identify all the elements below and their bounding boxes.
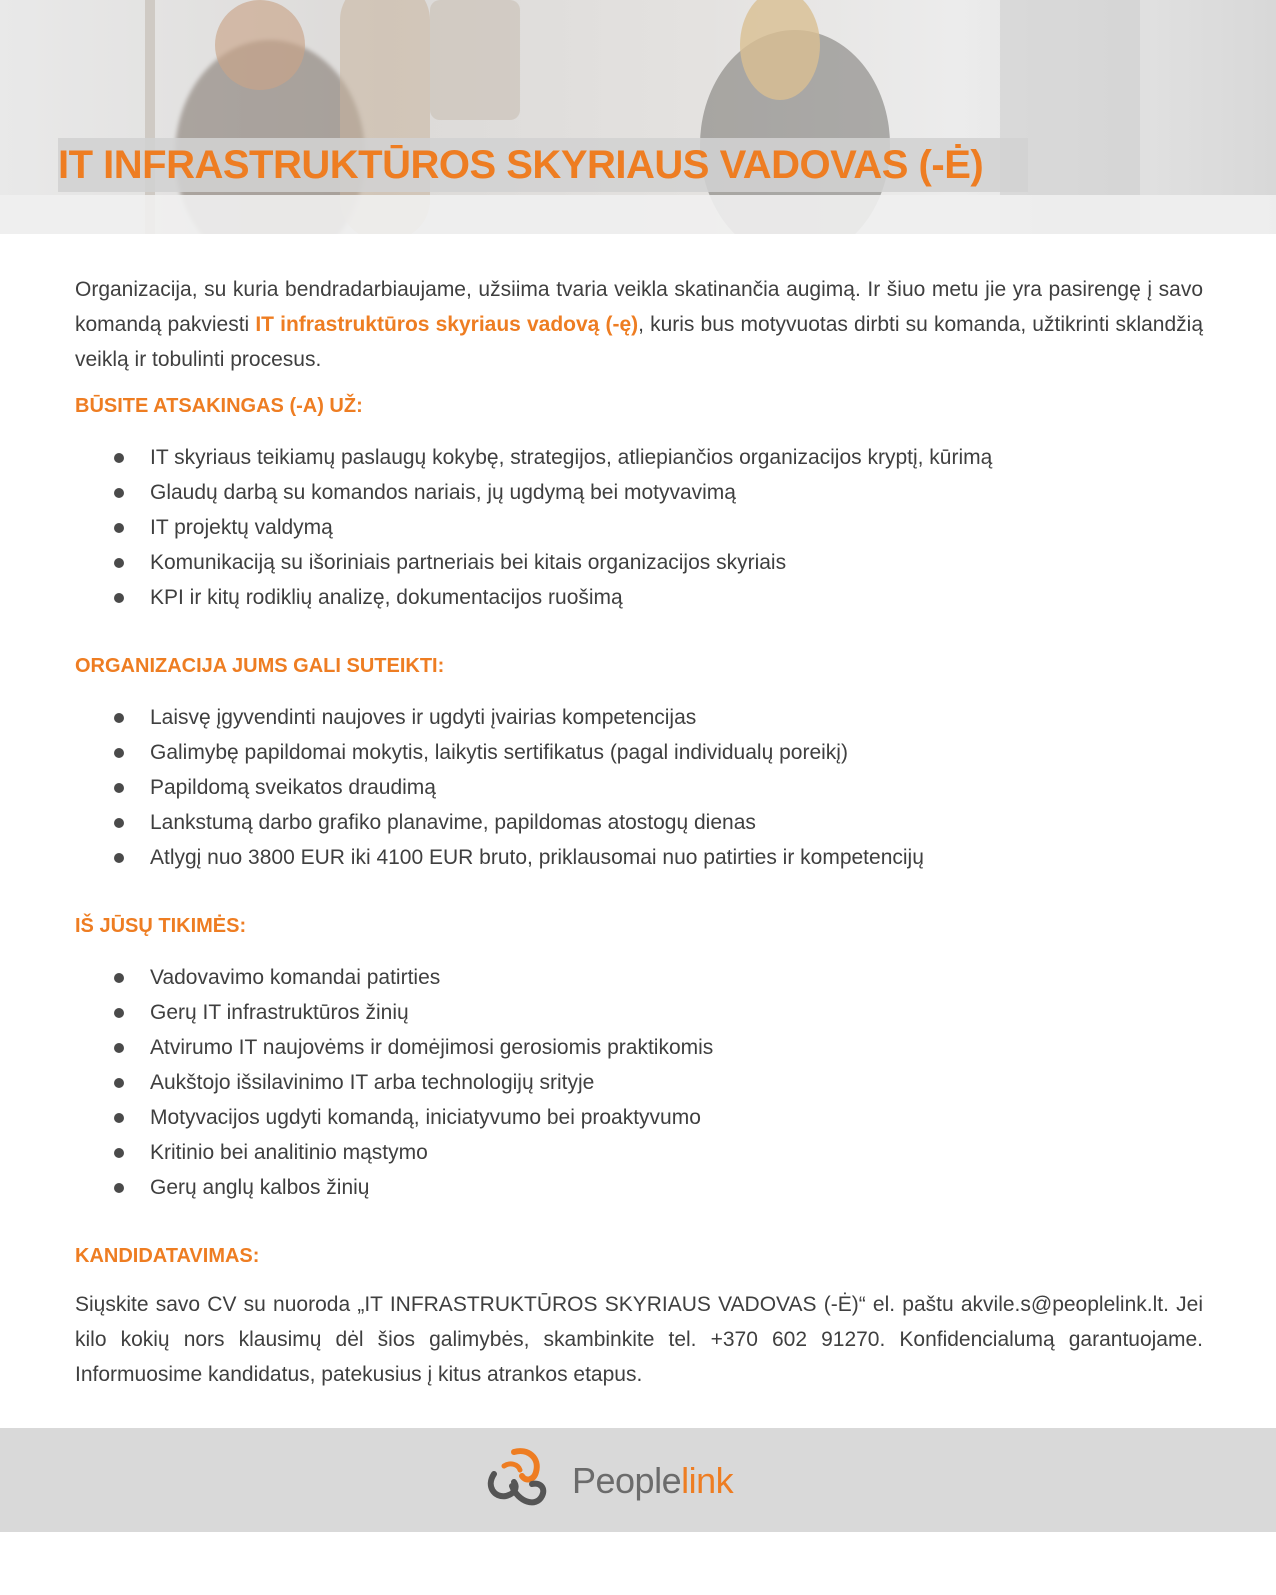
bullet-icon <box>114 488 124 498</box>
list-item <box>75 475 1203 510</box>
bullet-icon <box>114 1113 124 1123</box>
intro-highlight: IT infrastruktūros skyriaus vadovą (-ę) <box>255 313 639 336</box>
list-item-text: IT projektų valdymą <box>150 516 333 539</box>
list-item-text: Gerų anglų kalbos žinių <box>150 1176 370 1199</box>
section-heading-offer: ORGANIZACIJA JUMS GALI SUTEIKTI: <box>75 655 445 677</box>
list-item <box>75 770 1203 805</box>
section-heading-responsibilities: BŪSITE ATSAKINGAS (-A) UŽ: <box>75 395 363 417</box>
list-item-text: Papildomą sveikatos draudimą <box>150 776 436 799</box>
list-item-text: Kritinio bei analitinio mąstymo <box>150 1141 428 1164</box>
bullet-icon <box>114 853 124 863</box>
offer-list <box>75 700 1203 875</box>
apply-paragraph: Siųskite savo CV su nuoroda „IT INFRASTRUKTŪROS SKYRIAUS VADOVAS (-Ė)“ el. paštu akvile.s@peoplelink.lt. Jei kilo kokių nors klausimų dėl šios galimybės, skambinkite tel. +370 602 91270. Konfidencialumą garantuojame. Informuosime kandidatus, patekusius į kitus atrankos etapus. <box>75 1293 1203 1386</box>
bullet-icon <box>114 593 124 603</box>
list-item <box>75 580 1203 615</box>
list-item <box>75 1065 1203 1100</box>
list-item <box>75 1100 1203 1135</box>
logo-text-people: People <box>572 1460 682 1501</box>
bullet-icon <box>114 453 124 463</box>
bullet-icon <box>114 1008 124 1018</box>
bullet-icon <box>114 783 124 793</box>
list-item-text: Atlygį nuo 3800 EUR iki 4100 EUR bruto, priklausomai nuo patirties ir kompetencijų <box>150 846 924 869</box>
expectations-list <box>75 960 1203 1205</box>
bullet-icon <box>114 1148 124 1158</box>
intro-text: Organizacija, su kuria bendradarbiaujame, užsiima tvaria veikla skatinančia augimą. Ir šiuo metu jie yra pasirengę į savo komandą pakviesti <box>75 278 1203 336</box>
list-item <box>75 995 1203 1030</box>
list-item-text: Komunikaciją su išoriniais partneriais bei kitais organizacijos skyriais <box>150 551 787 574</box>
section-heading-expectations: IŠ JŪSŲ TIKIMĖS: <box>75 915 247 937</box>
intro-paragraph <box>75 272 1203 377</box>
bullet-icon <box>114 713 124 723</box>
list-item-text: KPI ir kitų rodiklių analizę, dokumentacijos ruošimą <box>150 586 623 609</box>
bullet-icon <box>114 973 124 983</box>
list-item <box>75 1170 1203 1205</box>
list-item-text: Glaudų darbą su komandos nariais, jų ugdymą bei motyvavimą <box>150 481 736 504</box>
bullet-icon <box>114 523 124 533</box>
list-item-text: Laisvę įgyvendinti naujoves ir ugdyti įvairias kompetencijas <box>150 706 697 729</box>
logo-text-link: link <box>681 1460 734 1501</box>
bullet-icon <box>114 1078 124 1088</box>
list-item-text: Aukštojo išsilavinimo IT arba technologijų srityje <box>150 1071 595 1094</box>
list-item <box>75 960 1203 995</box>
list-item <box>75 1030 1203 1065</box>
list-item <box>75 1135 1203 1170</box>
list-item-text: Lankstumą darbo grafiko planavime, papildomas atostogų dienas <box>150 811 756 834</box>
bullet-icon <box>114 558 124 568</box>
list-item-text: Atvirumo IT naujovėms ir domėjimosi gerosiomis praktikomis <box>150 1036 714 1059</box>
header-photo <box>0 0 1276 234</box>
list-item-text: IT skyriaus teikiamų paslaugų kokybę, strategijos, atliepiančios organizacijos kryptį, kūrimą <box>150 446 993 469</box>
bullet-icon <box>114 1183 124 1193</box>
bullet-icon <box>114 748 124 758</box>
bullet-icon <box>114 1043 124 1053</box>
list-item <box>75 700 1203 735</box>
responsibilities-list <box>75 440 1203 615</box>
page-title: IT INFRASTRUKTŪROS SKYRIAUS VADOVAS (-Ė) <box>58 143 984 187</box>
peoplelink-logo-icon <box>484 1446 550 1514</box>
list-item <box>75 840 1203 875</box>
section-heading-apply: KANDIDATAVIMAS: <box>75 1245 260 1267</box>
list-item <box>75 510 1203 545</box>
list-item <box>75 440 1203 475</box>
bullet-icon <box>114 818 124 828</box>
logo-wordmark <box>572 1460 733 1502</box>
footer <box>0 1428 1276 1532</box>
list-item-text: Vadovavimo komandai patirties <box>150 966 441 989</box>
list-item-text: Gerų IT infrastruktūros žinių <box>150 1001 409 1024</box>
list-item <box>75 545 1203 580</box>
list-item <box>75 735 1203 770</box>
peoplelink-logo <box>484 1446 744 1514</box>
list-item <box>75 805 1203 840</box>
list-item-text: Galimybę papildomai mokytis, laikytis sertifikatus (pagal individualų poreikį) <box>150 741 848 764</box>
list-item-text: Motyvacijos ugdyti komandą, iniciatyvumo bei proaktyvumo <box>150 1106 701 1129</box>
intro-text-end: , kuris bus motyvuotas dirbti su komanda, užtikrinti sklandžią veiklą ir tobulinti procesus. <box>75 313 1203 371</box>
